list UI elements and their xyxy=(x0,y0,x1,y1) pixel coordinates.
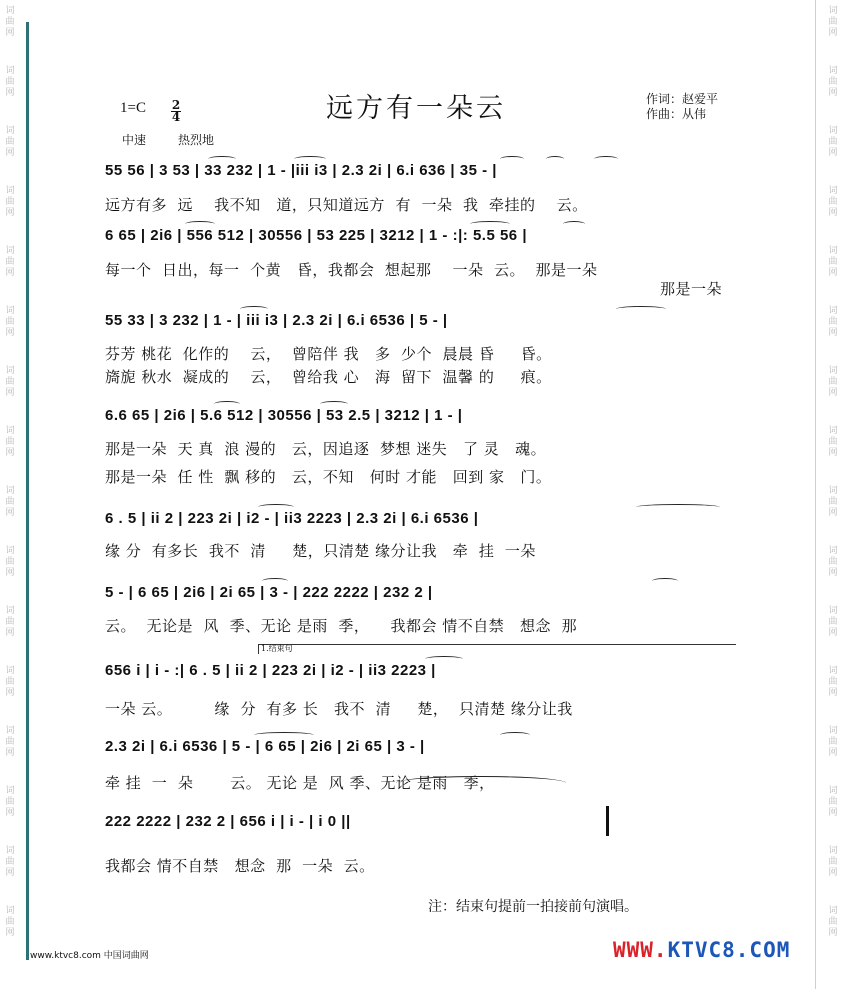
tempo-marking: 中速 xyxy=(122,133,147,147)
watermark-text: 词 曲 网 xyxy=(5,606,15,638)
volta-bracket-tick xyxy=(258,644,259,654)
notation-line: 222 2222 | 232 2 | 656 i | i - | i 0 || xyxy=(105,813,351,830)
notation-line: 6 65 | 2i6 | 556 512 | 30556 | 53 225 | 3212 | 1 - :|: 5.5 56 | xyxy=(105,227,528,244)
watermark-text: 词 曲 网 xyxy=(5,306,15,338)
watermark-text: 词 曲 网 xyxy=(5,546,15,578)
site-logo-prefix: WWW. xyxy=(613,938,668,962)
watermark-text: 词 曲 网 xyxy=(5,726,15,758)
lyric-line: 牵 挂 一 朵 云。 无论 是 风 季、无论 是雨 季， xyxy=(105,774,495,792)
watermark-text: 词 曲 网 xyxy=(828,66,838,98)
notation-line: 6.6 65 | 2i6 | 5.6 512 | 30556 | 53 2.5 | 3212 | 1 - | xyxy=(105,407,463,424)
watermark-text: 词 曲 网 xyxy=(828,726,838,758)
lyric-line-repeat: 那是一朵 xyxy=(660,280,723,298)
lyric-line: 那是一朵 任 性 飘 移的 云，不知 何时 才能 回到 家 门。 xyxy=(105,468,552,486)
page-frame-edge xyxy=(815,0,816,989)
watermark-text: 词 曲 网 xyxy=(828,186,838,218)
watermark-text: 词 曲 网 xyxy=(828,486,838,518)
slur xyxy=(500,732,530,738)
lyric-line: 一朵 云。 缘 分 有多 长 我不 清 楚， 只清楚 缘分让我 xyxy=(105,700,573,718)
slur xyxy=(320,401,348,407)
lyric-line: 缘 分 有多长 我不 清 楚，只清楚 缘分让我 牵 挂 一朵 xyxy=(105,542,536,560)
composer-credit: 作曲：从伟 xyxy=(646,107,707,121)
watermark-text: 词 曲 网 xyxy=(828,846,838,878)
watermark-text: 词 曲 网 xyxy=(828,6,838,38)
slur xyxy=(185,221,215,227)
notation-line: 55 56 | 3 53 | 33 232 | 1 - |iii i3 | 2.3 2i | 6.i 636 | 35 - | xyxy=(105,162,497,179)
lyric-line: 那是一朵 天 真 浪 漫的 云，因追逐 梦想 迷失 了 灵 魂。 xyxy=(105,440,547,458)
watermark-text: 词 曲 网 xyxy=(5,906,15,938)
lyric-line: 我都会 情不自禁 想念 那 一朵 云。 xyxy=(105,857,375,875)
meter-bottom: 4 xyxy=(171,110,181,124)
watermark-text: 词 曲 网 xyxy=(828,666,838,698)
watermark-text: 词 曲 网 xyxy=(5,126,15,158)
slur xyxy=(425,656,463,662)
slur xyxy=(594,156,618,162)
watermark-text: 词 曲 网 xyxy=(828,126,838,158)
notation-line: 6 . 5 | ii 2 | 223 2i | i2 - | ii3 2223 | 2.3 2i | 6.i 6536 | xyxy=(105,510,479,527)
watermark-text: 词 曲 网 xyxy=(5,486,15,518)
slur xyxy=(294,156,326,162)
key-signature: 1=C xyxy=(120,100,146,116)
tie xyxy=(396,776,566,790)
volta-bracket xyxy=(258,644,736,645)
slur xyxy=(652,578,678,584)
notation-line: 55 33 | 3 232 | 1 - | iii i3 | 2.3 2i | 6.i 6536 | 5 - | xyxy=(105,312,448,329)
right-watermark xyxy=(825,0,841,989)
time-signature xyxy=(170,100,182,123)
accent-bar xyxy=(26,22,29,960)
slur xyxy=(254,732,314,738)
lyricist-credit: 作词：赵爱平 xyxy=(646,92,719,106)
slur xyxy=(240,306,268,312)
song-title: 远方有一朵云 xyxy=(326,93,506,124)
watermark-text: 词 曲 网 xyxy=(5,66,15,98)
slur xyxy=(546,156,564,162)
slur xyxy=(500,156,524,162)
watermark-text: 词 曲 网 xyxy=(828,606,838,638)
site-footer-left: www.ktvc8.com 中国词曲网 xyxy=(30,951,149,961)
watermark-text: 词 曲 网 xyxy=(828,246,838,278)
slur xyxy=(208,156,236,162)
slur xyxy=(636,504,720,510)
volta-label: 1.结束句 xyxy=(261,644,293,653)
expression-marking: 热烈地 xyxy=(178,133,215,147)
slur xyxy=(563,221,585,227)
watermark-text: 词 曲 网 xyxy=(5,6,15,38)
watermark-text: 词 曲 网 xyxy=(5,186,15,218)
watermark-text: 词 曲 网 xyxy=(828,306,838,338)
watermark-text: 词 曲 网 xyxy=(828,366,838,398)
performance-note: 注：结束句提前一拍接前句演唱。 xyxy=(428,899,638,915)
slur xyxy=(262,578,288,584)
watermark-text: 词 曲 网 xyxy=(828,786,838,818)
watermark-text: 词 曲 网 xyxy=(5,366,15,398)
watermark-text: 词 曲 网 xyxy=(5,666,15,698)
final-barline xyxy=(606,806,609,836)
notation-line: 656 i | i - :| 6 . 5 | ii 2 | 223 2i | i2 - | ii3 2223 | xyxy=(105,662,436,679)
notation-line: 5 - | 6 65 | 2i6 | 2i 65 | 3 - | 222 2222 | 232 2 | xyxy=(105,584,433,601)
lyric-line: 旖旎 秋水 凝成的 云， 曾给我 心 海 留下 温馨 的 痕。 xyxy=(105,368,552,386)
left-watermark xyxy=(2,0,18,989)
lyric-line: 芬芳 桃花 化作的 云， 曾陪伴 我 多 少个 晨晨 昏 昏。 xyxy=(105,345,552,363)
lyric-line: 远方有多 远 我不知 道，只知道远方 有 一朵 我 牵挂的 云。 xyxy=(105,196,588,214)
site-logo xyxy=(613,938,790,962)
slur xyxy=(214,401,240,407)
meter-top: 2 xyxy=(171,98,181,112)
slur xyxy=(258,504,294,510)
lyric-line: 每一个 日出，每一 个黄 昏，我都会 想起那 一朵 云。 那是一朵 xyxy=(105,261,598,279)
slur xyxy=(470,221,510,227)
watermark-text: 词 曲 网 xyxy=(5,786,15,818)
watermark-text: 词 曲 网 xyxy=(828,546,838,578)
watermark-text: 词 曲 网 xyxy=(5,426,15,458)
watermark-text: 词 曲 网 xyxy=(5,246,15,278)
watermark-text: 词 曲 网 xyxy=(828,906,838,938)
watermark-text: 词 曲 网 xyxy=(5,846,15,878)
lyric-line: 云。 无论是 风 季、无论 是雨 季， 我都会 情不自禁 想念 那 xyxy=(105,617,578,635)
notation-line: 2.3 2i | 6.i 6536 | 5 - | 6 65 | 2i6 | 2i 65 | 3 - | xyxy=(105,738,425,755)
watermark-text: 词 曲 网 xyxy=(828,426,838,458)
slur xyxy=(616,306,666,312)
site-logo-brand: KTVC8.COM xyxy=(667,938,791,962)
